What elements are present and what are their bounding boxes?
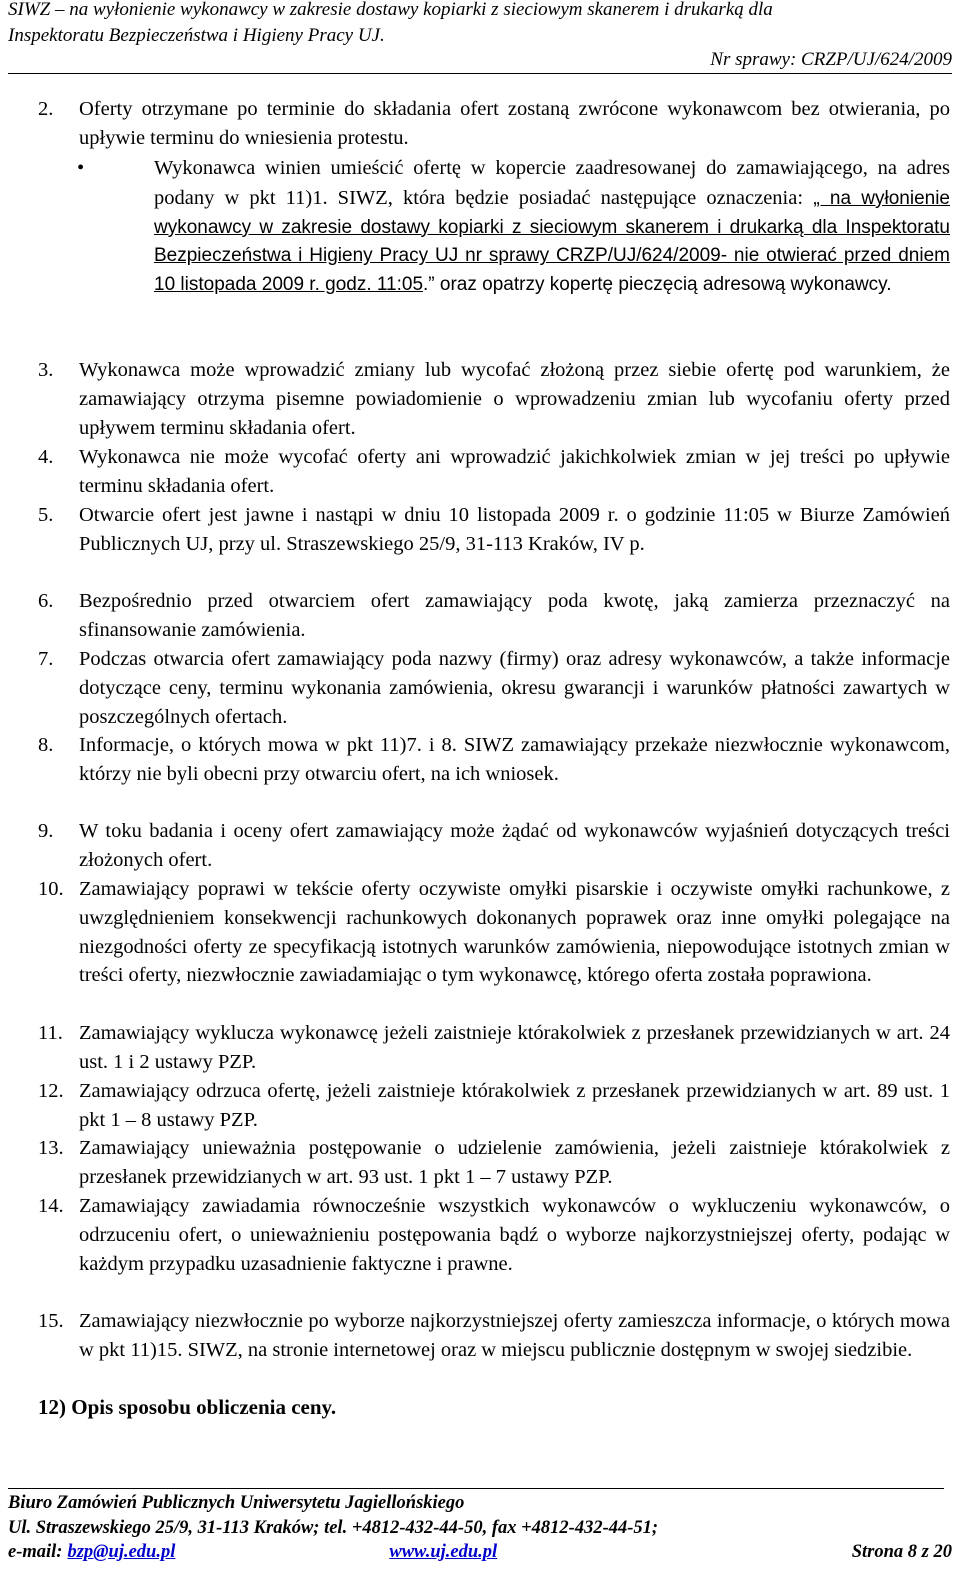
footer-office-name: Biuro Zamówień Publicznych Uniwersytetu Jagiellońskiego xyxy=(8,1493,465,1513)
bullet-paragraph xyxy=(154,154,950,300)
footer-address: Ul. Straszewskiego 25/9, 31-113 Kraków; tel. +4812-432-44-50, fax +4812-432-44-51; xyxy=(8,1518,659,1538)
header-divider xyxy=(8,73,952,74)
list-item-text: Informacje, o których mowa w pkt 11)7. i 8. SIWZ zamawiający przekaże niezwłocznie wykonawcom, którzy nie byli obecni przy otwarciu ofert, na ich wniosek. xyxy=(79,734,950,785)
list-item-9 xyxy=(38,817,950,875)
list-item-6 xyxy=(38,587,950,645)
list-item-text: Bezpośrednio przed otwarciem ofert zamawiający poda kwotę, jaką zamierza przeznaczyć na sfinansowanie zamówienia. xyxy=(79,590,950,641)
list-item-8 xyxy=(38,731,950,789)
list-item-number: 4. xyxy=(38,446,54,468)
list-item-3 xyxy=(38,356,950,442)
list-item-number: 14. xyxy=(38,1195,64,1217)
list-item-number: 8. xyxy=(38,734,54,756)
list-item-number: 15. xyxy=(38,1310,64,1332)
list-item-4 xyxy=(38,443,950,501)
list-item-text: Zamawiający niezwłocznie po wyborze najkorzystniejszej oferty zamieszcza informacje, o których mowa w pkt 11)15. SIWZ, na stronie internetowej oraz w miejscu publicznie dostępnym w swojej siedzibie. xyxy=(79,1310,950,1361)
list-item-number: 9. xyxy=(38,820,54,842)
list-item-number: 6. xyxy=(38,590,54,612)
list-item-2 xyxy=(38,95,950,153)
list-item-text: Wykonawca może wprowadzić zmiany lub wycofać złożoną przez siebie ofertę pod warunkiem, że zamawiający otrzyma pisemne powiadomienie o wprowadzeniu zmian lub wycofaniu oferty przed upływem terminu składania ofert. xyxy=(79,359,950,439)
footer-email-label: e-mail: xyxy=(8,1542,63,1562)
list-item-11 xyxy=(38,1019,950,1077)
list-item-13 xyxy=(38,1134,950,1192)
envelope-label-text: „ na wyłonienie wykonawcy w zakresie dostawy kopiarki z sieciowym skanerem i drukarką dla Inspektoratu Bezpieczeństwa i Higieny Pracy UJ nr sprawy CRZP/UJ/624/2009- nie otwierać przed dniem 10 listopada 2009 r. godz. 11:05 xyxy=(154,187,950,296)
list-item-text: Zamawiający unieważnia postępowanie o udzielenie zamówienia, jeżeli zaistnieje którakolwiek z przesłanek przewidzianych w art. 93 ust. 1 pkt 1 – 7 ustawy PZP. xyxy=(79,1137,950,1188)
list-item-number: 12. xyxy=(38,1080,64,1102)
list-item-text: Zamawiający odrzuca ofertę, jeżeli zaistnieje którakolwiek z przesłanek przewidzianych w art. 89 ust. 1 pkt 1 – 8 ustawy PZP. xyxy=(79,1080,950,1131)
bullet-text-a: Wykonawca winien umieścić ofertę w kopercie zaadresowanej do zamawiającego, na adres podany w pkt 11)1. SIWZ, która będzie posiadać następujące oznaczenia: xyxy=(154,157,950,209)
bullet-text-b: .” oraz opatrzy kopertę pieczęcią adresową wykonawcy. xyxy=(423,274,892,296)
list-item-10 xyxy=(38,875,950,990)
footer-website-link[interactable]: www.uj.edu.pl xyxy=(389,1542,498,1562)
list-item-number: 7. xyxy=(38,648,54,670)
list-item-15 xyxy=(38,1307,950,1365)
list-item-text: Zamawiający poprawi w tekście oferty oczywiste omyłki pisarskie i oczywiste omyłki rachunkowe, z uwzględnieniem konsekwencji rachunkowych dokonanych poprawek oraz inne omyłki polegające na niezgodności oferty ze specyfikacją istotnych warunków zamówienia, niepowodujące istotnych zmian w treści oferty, niezwłocznie zawiadamiając o tym wykonawcę, którego oferta została poprawiona. xyxy=(79,878,950,987)
list-item-number: 10. xyxy=(38,878,64,900)
list-item-number: 3. xyxy=(38,359,54,381)
list-item-5 xyxy=(38,501,950,559)
list-item-text: Otwarcie ofert jest jawne i nastąpi w dniu 10 listopada 2009 r. o godzinie 11:05 w Biurze Zamówień Publicznych UJ, przy ul. Straszewskiego 25/9, 31-113 Kraków, IV p. xyxy=(79,504,950,555)
footer-email-link[interactable]: bzp@uj.edu.pl xyxy=(67,1542,176,1562)
list-item-14 xyxy=(38,1192,950,1278)
footer-divider xyxy=(8,1488,944,1489)
list-item-number: 5. xyxy=(38,504,54,526)
case-number: Nr sprawy: CRZP/UJ/624/2009 xyxy=(710,49,952,70)
page-number: Strona 8 z 20 xyxy=(851,1542,952,1562)
list-item-text: Podczas otwarcia ofert zamawiający poda nazwy (firmy) oraz adresy wykonawców, a także informacje dotyczące ceny, terminu wykonania zamówienia, okresu gwarancji i warunków płatności zawartych w poszczególnych ofertach. xyxy=(79,648,950,728)
footer-contact-row xyxy=(8,1540,952,1565)
list-item-12 xyxy=(38,1077,950,1135)
list-item-number: 13. xyxy=(38,1137,64,1159)
section-heading: 12) Opis sposobu obliczenia ceny. xyxy=(38,1395,337,1419)
list-item-text: Oferty otrzymane po terminie do składania ofert zostaną zwrócone wykonawcom bez otwierania, po upływie terminu do wniesienia protestu. xyxy=(79,98,950,149)
list-item-number: 2. xyxy=(38,98,54,120)
document-header-subtitle: Inspektoratu Bezpieczeństwa i Higieny Pracy UJ. xyxy=(8,25,385,46)
bullet-icon: • xyxy=(77,157,85,179)
list-item-text: W toku badania i oceny ofert zamawiający może żądać od wykonawców wyjaśnień dotyczących treści złożonych ofert. xyxy=(79,820,950,871)
document-header-subtitle-row xyxy=(8,23,952,73)
document-header-title: SIWZ – na wyłonienie wykonawcy w zakresie dostawy kopiarki z sieciowym skanerem i drukarką dla xyxy=(8,0,773,20)
list-item-text: Zamawiający zawiadamia równocześnie wszystkich wykonawców o wykluczeniu wykonawców, o odrzuceniu ofert, o unieważnieniu postępowania bądź o wyborze najkorzystniejszej oferty, podając w każdym przypadku uzasadnienie faktyczne i prawne. xyxy=(79,1195,950,1275)
list-item-text: Wykonawca nie może wycofać oferty ani wprowadzić jakichkolwiek zmian w jej treści po upływie terminu składania ofert. xyxy=(79,446,950,497)
list-item-7 xyxy=(38,645,950,731)
list-item-number: 11. xyxy=(38,1022,63,1044)
list-item-text: Zamawiający wyklucza wykonawcę jeżeli zaistnieje którakolwiek z przesłanek przewidzianych w art. 24 ust. 1 i 2 ustawy PZP. xyxy=(79,1022,950,1073)
